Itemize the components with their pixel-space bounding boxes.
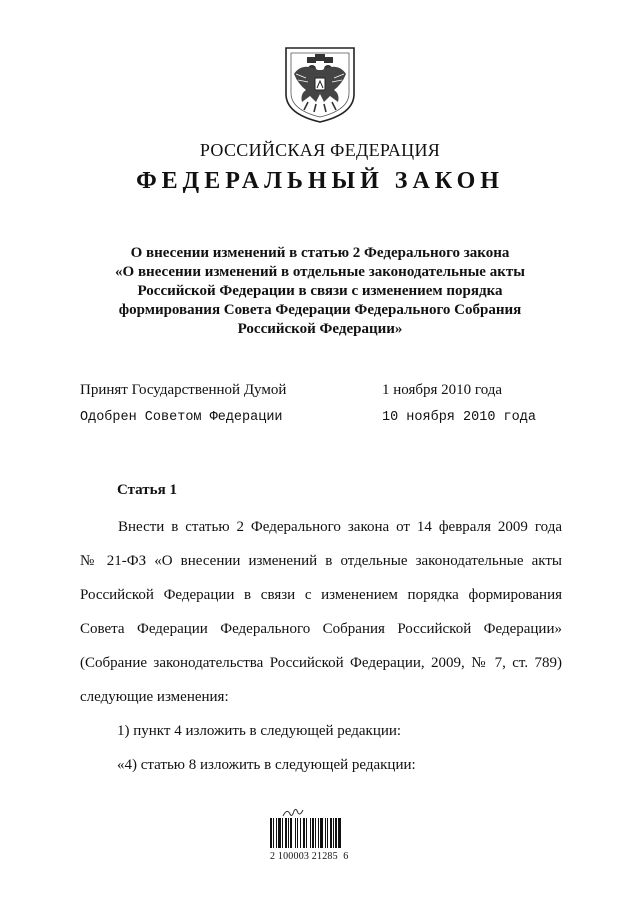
article-text-line: следующие изменения: (80, 689, 229, 705)
barcode-bar (333, 818, 334, 848)
barcode-bar (312, 818, 314, 848)
adoption-date: 10 ноября 2010 года (382, 410, 536, 425)
law-title-line: Российской Федерации в связи с изменением порядка (137, 283, 503, 299)
article-text-line: Совета Федерации Федерального Собрания Российской Федерации» (80, 621, 562, 637)
law-title-line: О внесении изменений в статью 2 Федерального закона (130, 245, 510, 261)
barcode-bar (295, 818, 296, 848)
law-title (88, 244, 552, 339)
law-title-line: Российской Федерации» (237, 321, 403, 337)
barcode-bar (325, 818, 326, 848)
barcode-bar (318, 818, 319, 848)
barcode-bar (282, 818, 283, 848)
barcode-bar (297, 818, 298, 848)
barcode-bar (315, 818, 316, 848)
adoption-label: Принят Государственной Думой (80, 382, 287, 398)
barcode-bar (320, 818, 323, 848)
coat-of-arms-emblem (280, 44, 360, 124)
signature-mark (282, 806, 304, 818)
article-text-line: Внести в статью 2 Федерального закона от 14 февраля 2009 года (118, 519, 562, 535)
barcode (270, 818, 366, 848)
article-body (80, 510, 562, 782)
country-heading: РОССИЙСКАЯ ФЕДЕРАЦИЯ (199, 140, 441, 160)
barcode-bar (270, 818, 272, 848)
barcode-bar (273, 818, 274, 848)
adoption-date: 1 ноября 2010 года (382, 382, 503, 398)
barcode-bar (276, 818, 277, 848)
adoption-label: Одобрен Советом Федерации (80, 410, 283, 425)
law-title-line: формирования Совета Федерации Федерального Собрания (118, 302, 522, 318)
article-text-line: № 21-ФЗ «О внесении изменений в отдельные законодательные акты (80, 553, 562, 569)
barcode-bar (278, 818, 281, 848)
article-text-line: (Собрание законодательства Российской Федерации, 2009, № 7, ст. 789) (80, 655, 562, 671)
barcode-bar (327, 818, 328, 848)
law-title-line: «О внесении изменений в отдельные законодательные акты (115, 264, 525, 280)
barcode-bar (330, 818, 332, 848)
barcode-number: 2 100003 21285 6 (270, 851, 349, 862)
barcode-bar (300, 818, 301, 848)
article-item: «4) статью 8 изложить в следующей редакции: (117, 757, 416, 773)
barcode-bar (306, 818, 307, 848)
barcode-bar (290, 818, 292, 848)
barcode-bar (285, 818, 287, 848)
barcode-bar (335, 818, 337, 848)
article-heading: Статья 1 (117, 482, 177, 498)
barcode-bar (288, 818, 289, 848)
article-text-line: Российской Федерации в связи с изменением порядка формирования (80, 587, 562, 603)
document-type-heading: ФЕДЕРАЛЬНЫЙ ЗАКОН (136, 168, 504, 194)
barcode-bar (303, 818, 305, 848)
barcode-bar (338, 818, 341, 848)
article-item: 1) пункт 4 изложить в следующей редакции: (117, 723, 402, 739)
barcode-bar (310, 818, 311, 848)
